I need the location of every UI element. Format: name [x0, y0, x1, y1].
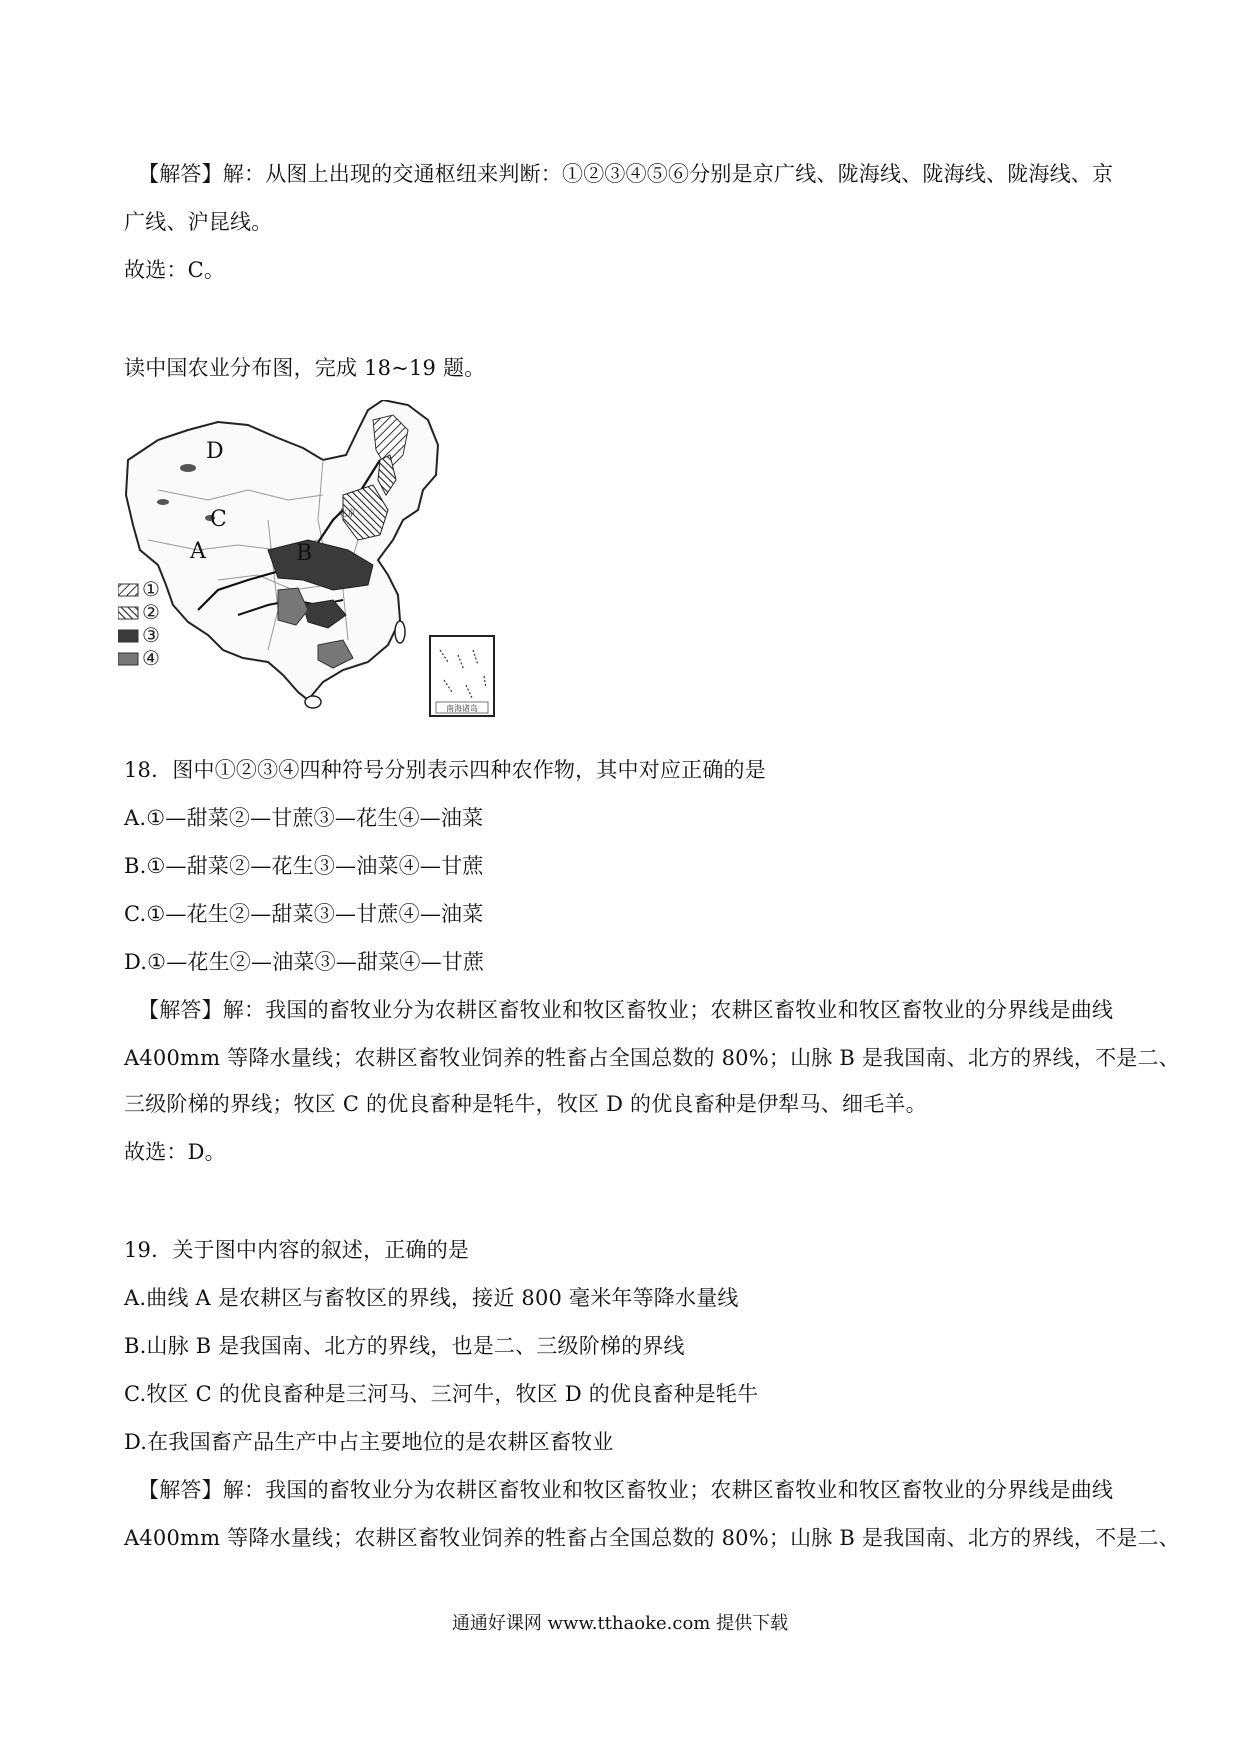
q19-option-b: B.山脉 B 是我国南、北方的界线，也是二、三级阶梯的界线: [124, 1334, 685, 1358]
choice-17: 故选：C。: [124, 258, 226, 282]
china-agriculture-map: [118, 400, 538, 720]
q18-choice: 故选：D。: [124, 1140, 226, 1164]
q18-option-c: C.①—花生②—甜菜③—甘蔗④—油菜: [124, 902, 484, 926]
q19-option-a: A.曲线 A 是农耕区与畜牧区的界线，接近 800 毫米年等降水量线: [124, 1286, 739, 1310]
label-d: D: [206, 439, 224, 464]
lake-2: [157, 499, 169, 505]
q18-answer-line3: 三级阶梯的界线；牧区 C 的优良畜种是牦牛，牧区 D 的优良畜种是伊犁马、细毛羊。: [124, 1092, 927, 1116]
lake-1: [180, 464, 196, 472]
inset-label: 南海诸岛: [446, 704, 478, 713]
q19-stem: 19．关于图中内容的叙述，正确的是: [124, 1238, 470, 1262]
legend-label-3: ③: [142, 623, 160, 647]
label-c: C: [210, 507, 227, 532]
taiwan-island: [395, 621, 405, 643]
legend-label-4: ④: [142, 646, 160, 670]
legend-swatch-3: [118, 630, 138, 642]
q19-answer-line2: A400mm 等降水量线；农耕区畜牧业饲养的牲畜占全国总数的 80%；山脉 B 是我国南、北方的界线，不是二、: [124, 1526, 1180, 1550]
q18-option-b: B.①—甜菜②—花生③—油菜④—甘蔗: [124, 854, 484, 878]
legend-swatch-4: [118, 653, 138, 665]
label-a: A: [190, 539, 206, 564]
legend: [118, 577, 160, 670]
intro-text: 读中国农业分布图，完成 18~19 题。: [124, 356, 486, 380]
q18-stem: 18．图中①②③④四种符号分别表示四种农作物，其中对应正确的是: [124, 758, 766, 782]
footer-credit: 通通好课网 www.tthaoke.com 提供下载: [451, 1613, 789, 1634]
label-beijing: 北京: [338, 509, 357, 519]
south-china-sea-inset: [430, 636, 494, 716]
label-b: B: [296, 541, 313, 566]
hainan-island: [305, 696, 321, 708]
q18-answer-line2: A400mm 等降水量线；农耕区畜牧业饲养的牲畜占全国总数的 80%；山脉 B 是我国南、北方的界线，不是二、: [124, 1046, 1180, 1070]
legend-label-2: ②: [142, 600, 160, 624]
q19-option-d: D.在我国畜产品生产中占主要地位的是农耕区畜牧业: [124, 1430, 614, 1454]
legend-label-1: ①: [142, 577, 160, 601]
map-svg: [118, 400, 538, 720]
q19-answer-line1: 【解答】解：我国的畜牧业分为农耕区畜牧业和牧区畜牧业；农耕区畜牧业和牧区畜牧业的分界线是曲线: [138, 1478, 1114, 1502]
q19-option-c: C.牧区 C 的优良畜种是三河马、三河牛，牧区 D 的优良畜种是牦牛: [124, 1382, 759, 1406]
q18-option-d: D.①—花生②—油菜③—甜菜④—甘蔗: [124, 950, 485, 974]
answer-17-line1: 【解答】解：从图上出现的交通枢纽来判断：①②③④⑤⑥分别是京广线、陇海线、陇海线、陇海线、京: [138, 162, 1114, 186]
answer-17-line2: 广线、沪昆线。: [124, 210, 273, 234]
legend-swatch-1: [118, 584, 138, 596]
q18-answer-line1: 【解答】解：我国的畜牧业分为农耕区畜牧业和牧区畜牧业；农耕区畜牧业和牧区畜牧业的分界线是曲线: [138, 998, 1114, 1022]
q18-option-a: A.①—甜菜②—甘蔗③—花生④—油菜: [124, 806, 484, 830]
legend-swatch-2: [118, 607, 138, 619]
